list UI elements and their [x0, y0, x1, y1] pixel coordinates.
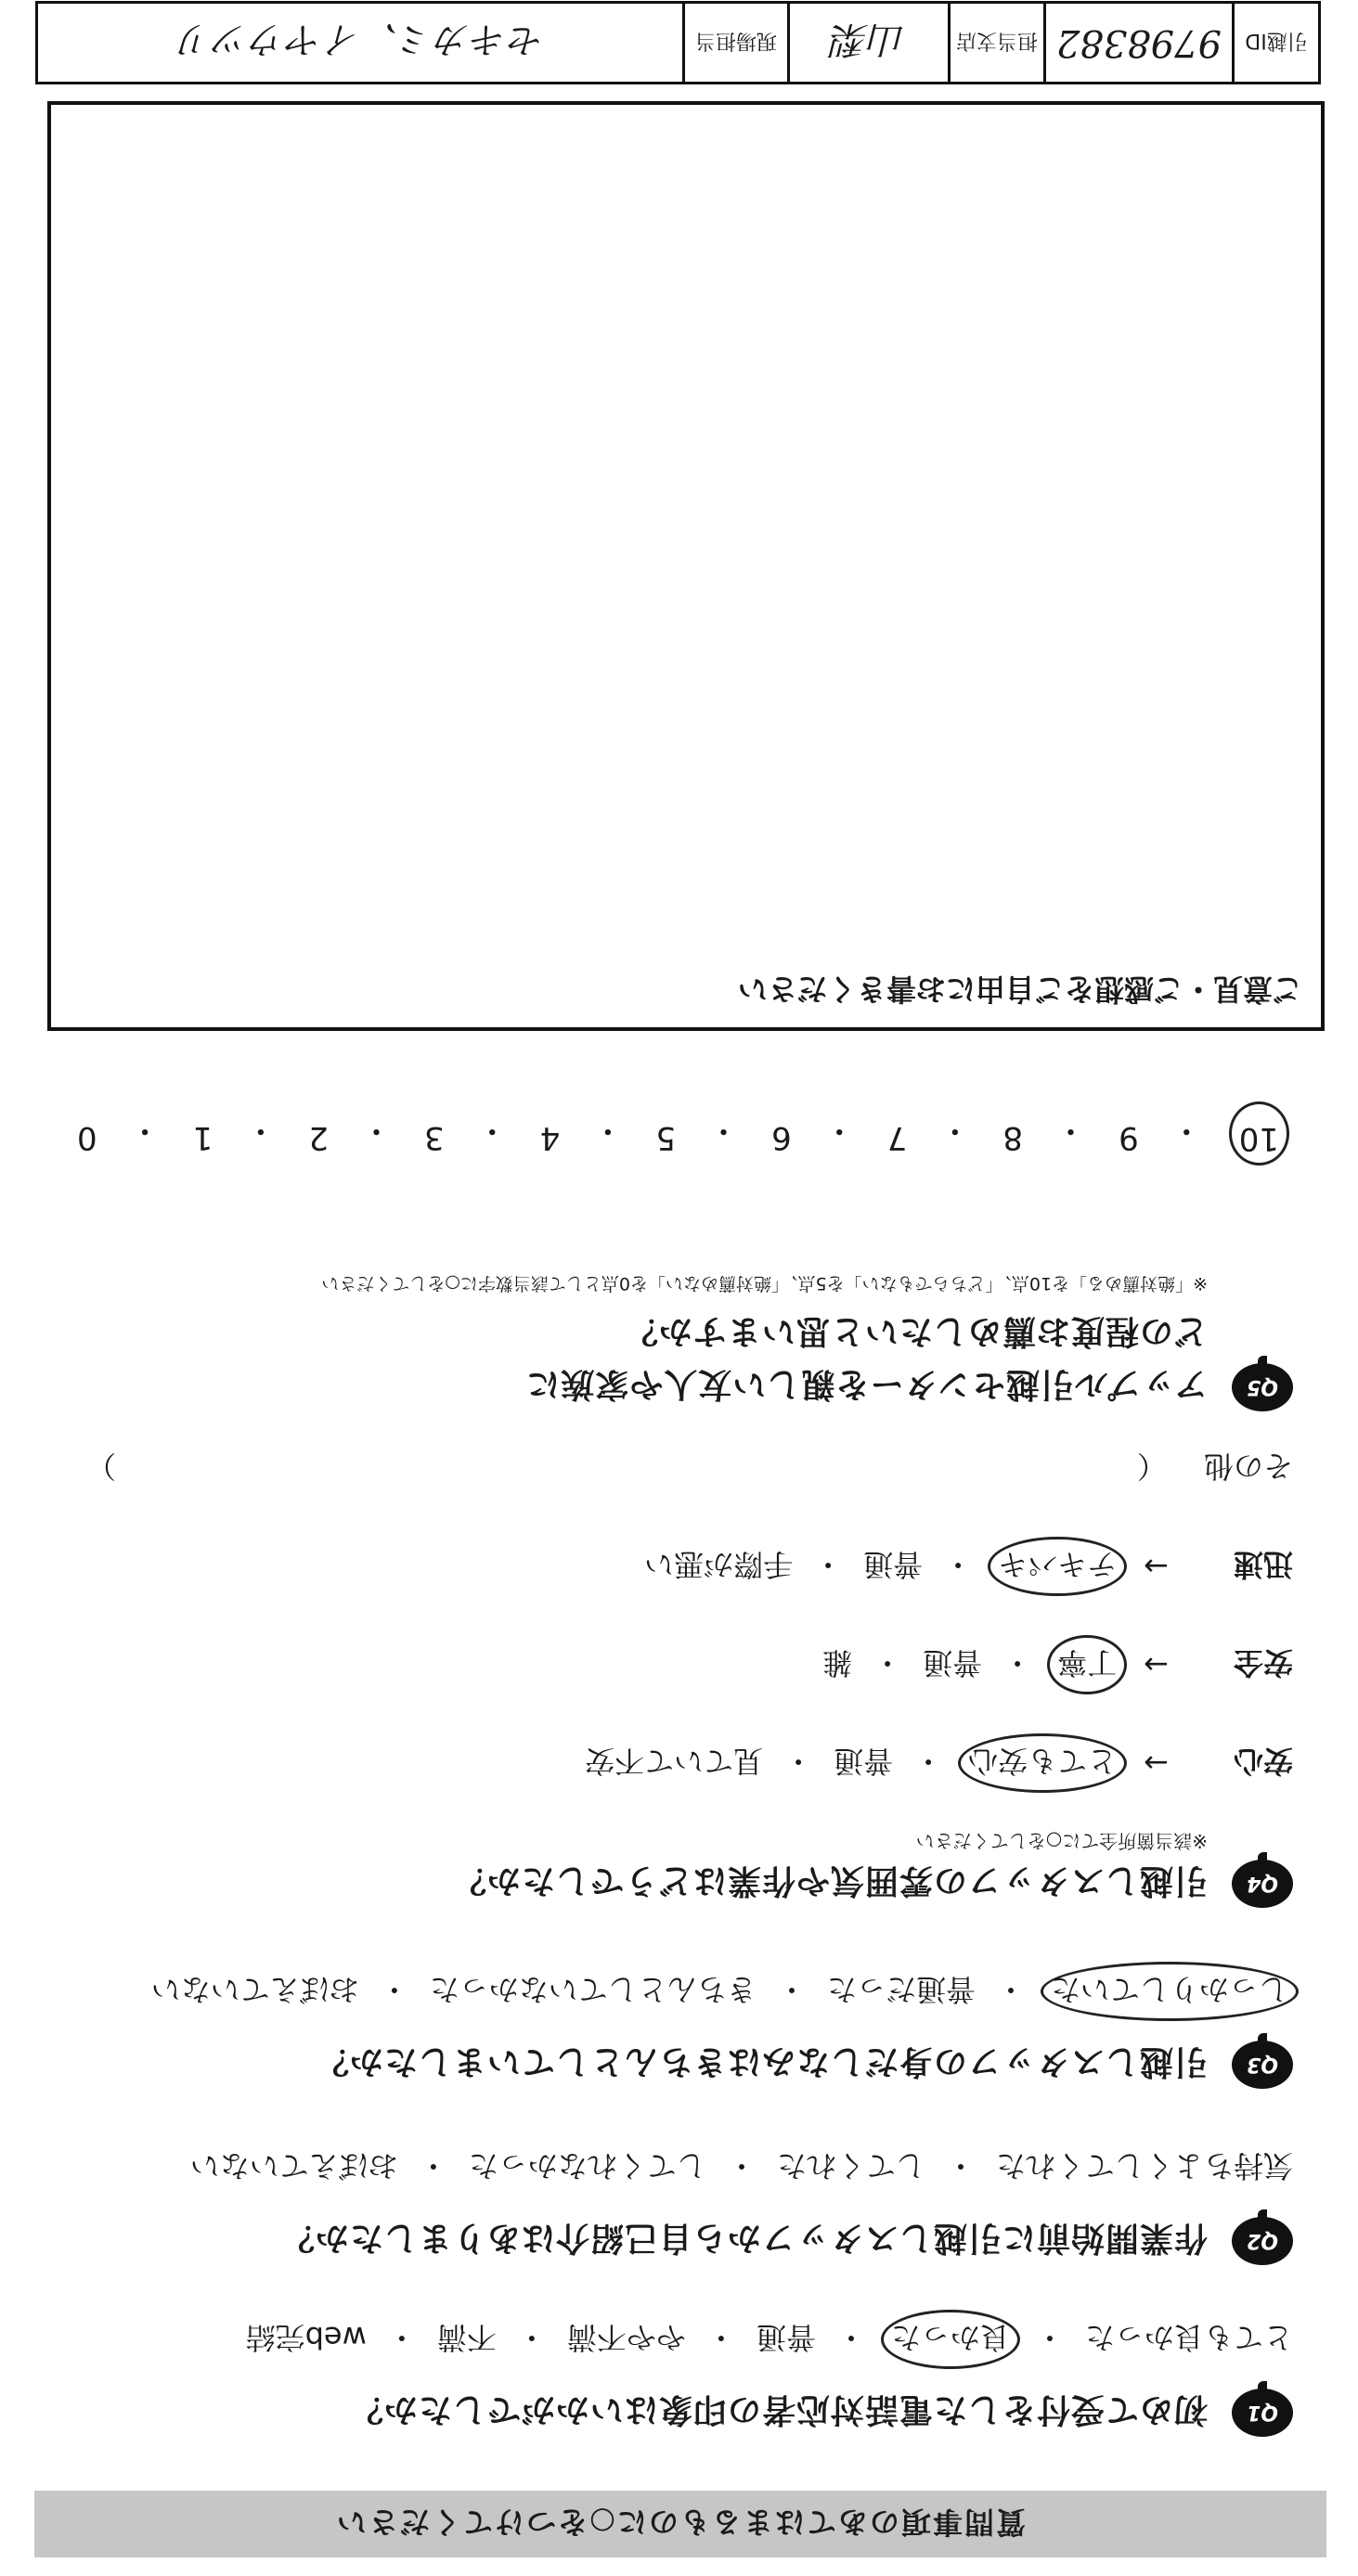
- comments-title: ご意見・ご感想をご自由にお書きください: [737, 972, 1302, 1007]
- q1-badge: Q1: [1232, 2389, 1293, 2437]
- q1-option[interactable]: やや不満: [566, 2320, 686, 2355]
- q2-option[interactable]: してくれなかった: [468, 2148, 706, 2183]
- staff-value[interactable]: セキカミ、イヤウツリ: [175, 18, 546, 61]
- instruction-banner: 質問事項のあてはまるものに○をつけてください: [34, 2491, 1326, 2557]
- q1-option[interactable]: 普通: [756, 2320, 816, 2355]
- question-5: [49, 1272, 1293, 1411]
- q1-text: 初めて受付をした電話対応者の印象はいかがでしたか？: [348, 2390, 1208, 2429]
- id-table: [35, 1, 1321, 84]
- q4-option-selected[interactable]: 丁寧: [1047, 1635, 1127, 1694]
- q5-scale: 10 ・ 9 ・ 8 ・ 7 ・ 6 ・ 5 ・ 4 ・ 3 ・ 2 ・ 1 ・ 0: [77, 1111, 1284, 1156]
- arrow-icon: →: [1144, 1745, 1169, 1781]
- q4-row-label: 安心: [1233, 1744, 1293, 1779]
- scale-option[interactable]: 8: [1002, 1119, 1024, 1156]
- scale-option[interactable]: 7: [886, 1119, 908, 1156]
- scale-option-selected[interactable]: 10: [1229, 1101, 1289, 1166]
- q4-option[interactable]: 普通: [863, 1547, 924, 1582]
- q4-option[interactable]: 手際が悪い: [644, 1547, 794, 1582]
- q1-option-selected[interactable]: 良かった: [881, 2310, 1020, 2369]
- q3-option[interactable]: 普通だった: [826, 1972, 976, 2007]
- scale-option[interactable]: 5: [655, 1119, 677, 1156]
- q3-option[interactable]: おぼえていない: [150, 1972, 359, 2007]
- q2-option[interactable]: おぼえていない: [189, 2148, 398, 2183]
- open-paren: （: [1136, 1449, 1167, 1484]
- close-paren: ）: [86, 1449, 117, 1484]
- q4-row-label: 安全: [1233, 1645, 1293, 1681]
- id-value[interactable]: 9798382: [1043, 4, 1232, 82]
- arrow-icon: →: [1144, 1647, 1169, 1682]
- branch-value[interactable]: 山梨: [787, 4, 948, 82]
- q5-text-line1: アップル引越センターを親しい友人や家族に: [525, 1365, 1208, 1404]
- scale-option[interactable]: 1: [192, 1119, 213, 1156]
- q4-row-anshin: 安心 → とても安心 ・ 普通 ・ 見ていて不安: [49, 1742, 1293, 1784]
- q1-options: とても良かった ・ 良かった ・ 普通 ・ やや不満 ・ 不満 ・ web完結: [49, 2318, 1293, 2361]
- id-label: 引越ID: [1232, 4, 1318, 82]
- scale-option[interactable]: 0: [77, 1119, 97, 1156]
- q4-option-selected[interactable]: とても安心: [958, 1733, 1127, 1793]
- q3-text: 引越しスタッフの身だしなみはきちんとしていましたか？: [314, 2042, 1208, 2081]
- q4-option[interactable]: 普通: [923, 1645, 983, 1681]
- q2-option[interactable]: してくれた: [776, 2148, 925, 2183]
- q4-row-anzen: 安全 → 丁寧 ・ 普通 ・ 雑: [49, 1643, 1293, 1686]
- q2-text: 作業開始前に引越しスタッフから自己紹介はありましたか？: [279, 2219, 1208, 2258]
- q4-row-label: 迅速: [1233, 1547, 1293, 1582]
- scale-option[interactable]: 2: [308, 1119, 329, 1156]
- question-4: [49, 1447, 1293, 1908]
- scale-option[interactable]: 4: [539, 1119, 561, 1156]
- comments-box[interactable]: [47, 101, 1325, 1031]
- q4-other-label: その他: [1203, 1449, 1293, 1484]
- scale-option[interactable]: 9: [1119, 1119, 1139, 1156]
- q4-row-jinsoku: 迅速 → テキパキ ・ 普通 ・ 手際が悪い: [49, 1545, 1293, 1588]
- q5-badge: Q5: [1232, 1363, 1293, 1411]
- q4-option-selected[interactable]: テキパキ: [988, 1537, 1127, 1596]
- q2-badge: Q2: [1232, 2217, 1293, 2265]
- q1-option[interactable]: web完結: [245, 2320, 367, 2355]
- q4-option[interactable]: 見ていて不安: [585, 1744, 764, 1779]
- scale-option[interactable]: 6: [771, 1119, 792, 1156]
- question-1: [49, 2318, 1293, 2437]
- question-3: [49, 1970, 1293, 2089]
- q4-text: 引越しスタッフの雰囲気や作業はどうでしたか？: [451, 1861, 1208, 1900]
- q5-note: ※「絶対薦める」を10点、「どちらでもない」を5点、「絶対薦めない」を0点として該当数字に○をしてください: [321, 1273, 1208, 1294]
- q4-option[interactable]: 普通: [834, 1744, 894, 1779]
- scale-option[interactable]: 3: [424, 1119, 445, 1156]
- q4-other-row: [86, 1447, 1293, 1489]
- q3-option[interactable]: きちんとしていなかった: [429, 1972, 757, 2007]
- staff-label: 現場担当: [682, 4, 787, 82]
- branch-label: 担当支店: [948, 4, 1043, 82]
- arrow-icon: →: [1144, 1549, 1169, 1584]
- q4-badge: Q4: [1232, 1860, 1293, 1908]
- q4-note: ※該当箇所全てに○をしてください: [915, 1830, 1208, 1852]
- q5-text-line2: どの程度お薦めしたいと思いますか？: [623, 1312, 1208, 1350]
- q1-option[interactable]: 不満: [436, 2320, 497, 2355]
- q4-option[interactable]: 雑: [822, 1645, 853, 1681]
- q2-option[interactable]: 気持ちよくしてくれた: [995, 2148, 1293, 2183]
- q1-option[interactable]: とても良かった: [1084, 2320, 1293, 2355]
- q3-option-selected[interactable]: しっかりしていた: [1041, 1962, 1299, 2021]
- q2-options: 気持ちよくしてくれた ・ してくれた ・ してくれなかった ・ おぼえていない: [49, 2146, 1293, 2189]
- q3-options: しっかりしていた ・ 普通だった ・ きちんとしていなかった ・ おぼえていない: [49, 1970, 1293, 2013]
- question-2: [49, 2146, 1293, 2265]
- q3-badge: Q3: [1232, 2041, 1293, 2089]
